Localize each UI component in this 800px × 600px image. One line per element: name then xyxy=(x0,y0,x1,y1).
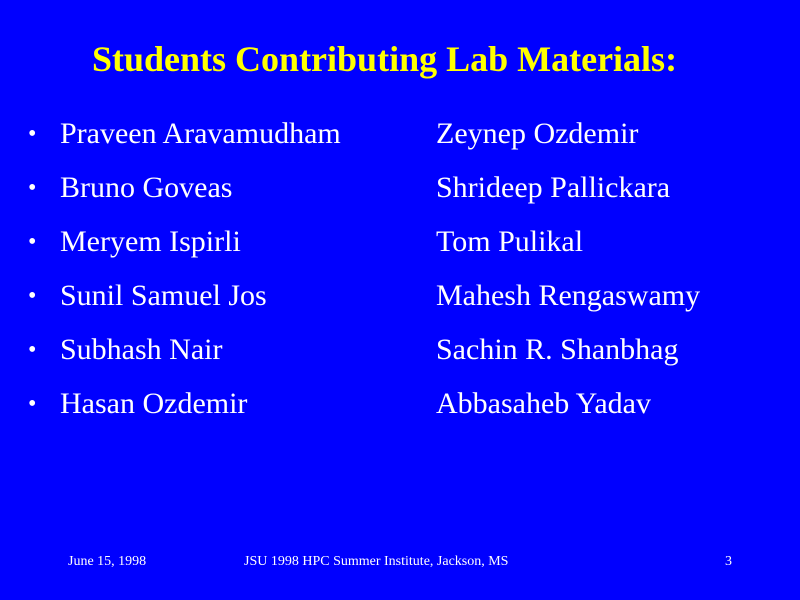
bullet-icon: • xyxy=(28,283,37,309)
student-name-left: Hasan Ozdemir xyxy=(60,387,248,420)
bullet-icon: • xyxy=(28,121,37,147)
student-name-right: Tom Pulikal xyxy=(436,225,584,258)
student-name-left: Sunil Samuel Jos xyxy=(60,279,267,312)
bullet-icon: • xyxy=(28,337,37,363)
student-name-left: Meryem Ispirli xyxy=(60,225,241,258)
footer-event: JSU 1998 HPC Summer Institute, Jackson, MS xyxy=(244,554,509,569)
student-name-left: Subhash Nair xyxy=(60,333,223,366)
page-number: 3 xyxy=(725,554,732,569)
student-name-left: Praveen Aravamudham xyxy=(60,117,341,150)
bullet-icon: • xyxy=(28,175,37,201)
bullet-icon: • xyxy=(28,229,37,255)
bullet-icon: • xyxy=(28,391,37,417)
student-name-right: Mahesh Rengaswamy xyxy=(436,279,701,312)
student-name-right: Abbasaheb Yadav xyxy=(436,387,651,420)
student-name-right: Shrideep Pallickara xyxy=(436,171,671,204)
slide-title: Students Contributing Lab Materials: xyxy=(92,39,678,79)
student-name-right: Sachin R. Shanbhag xyxy=(436,333,679,366)
student-name-right: Zeynep Ozdemir xyxy=(436,117,639,150)
student-name-left: Bruno Goveas xyxy=(60,171,233,204)
footer-date: June 15, 1998 xyxy=(68,554,147,569)
